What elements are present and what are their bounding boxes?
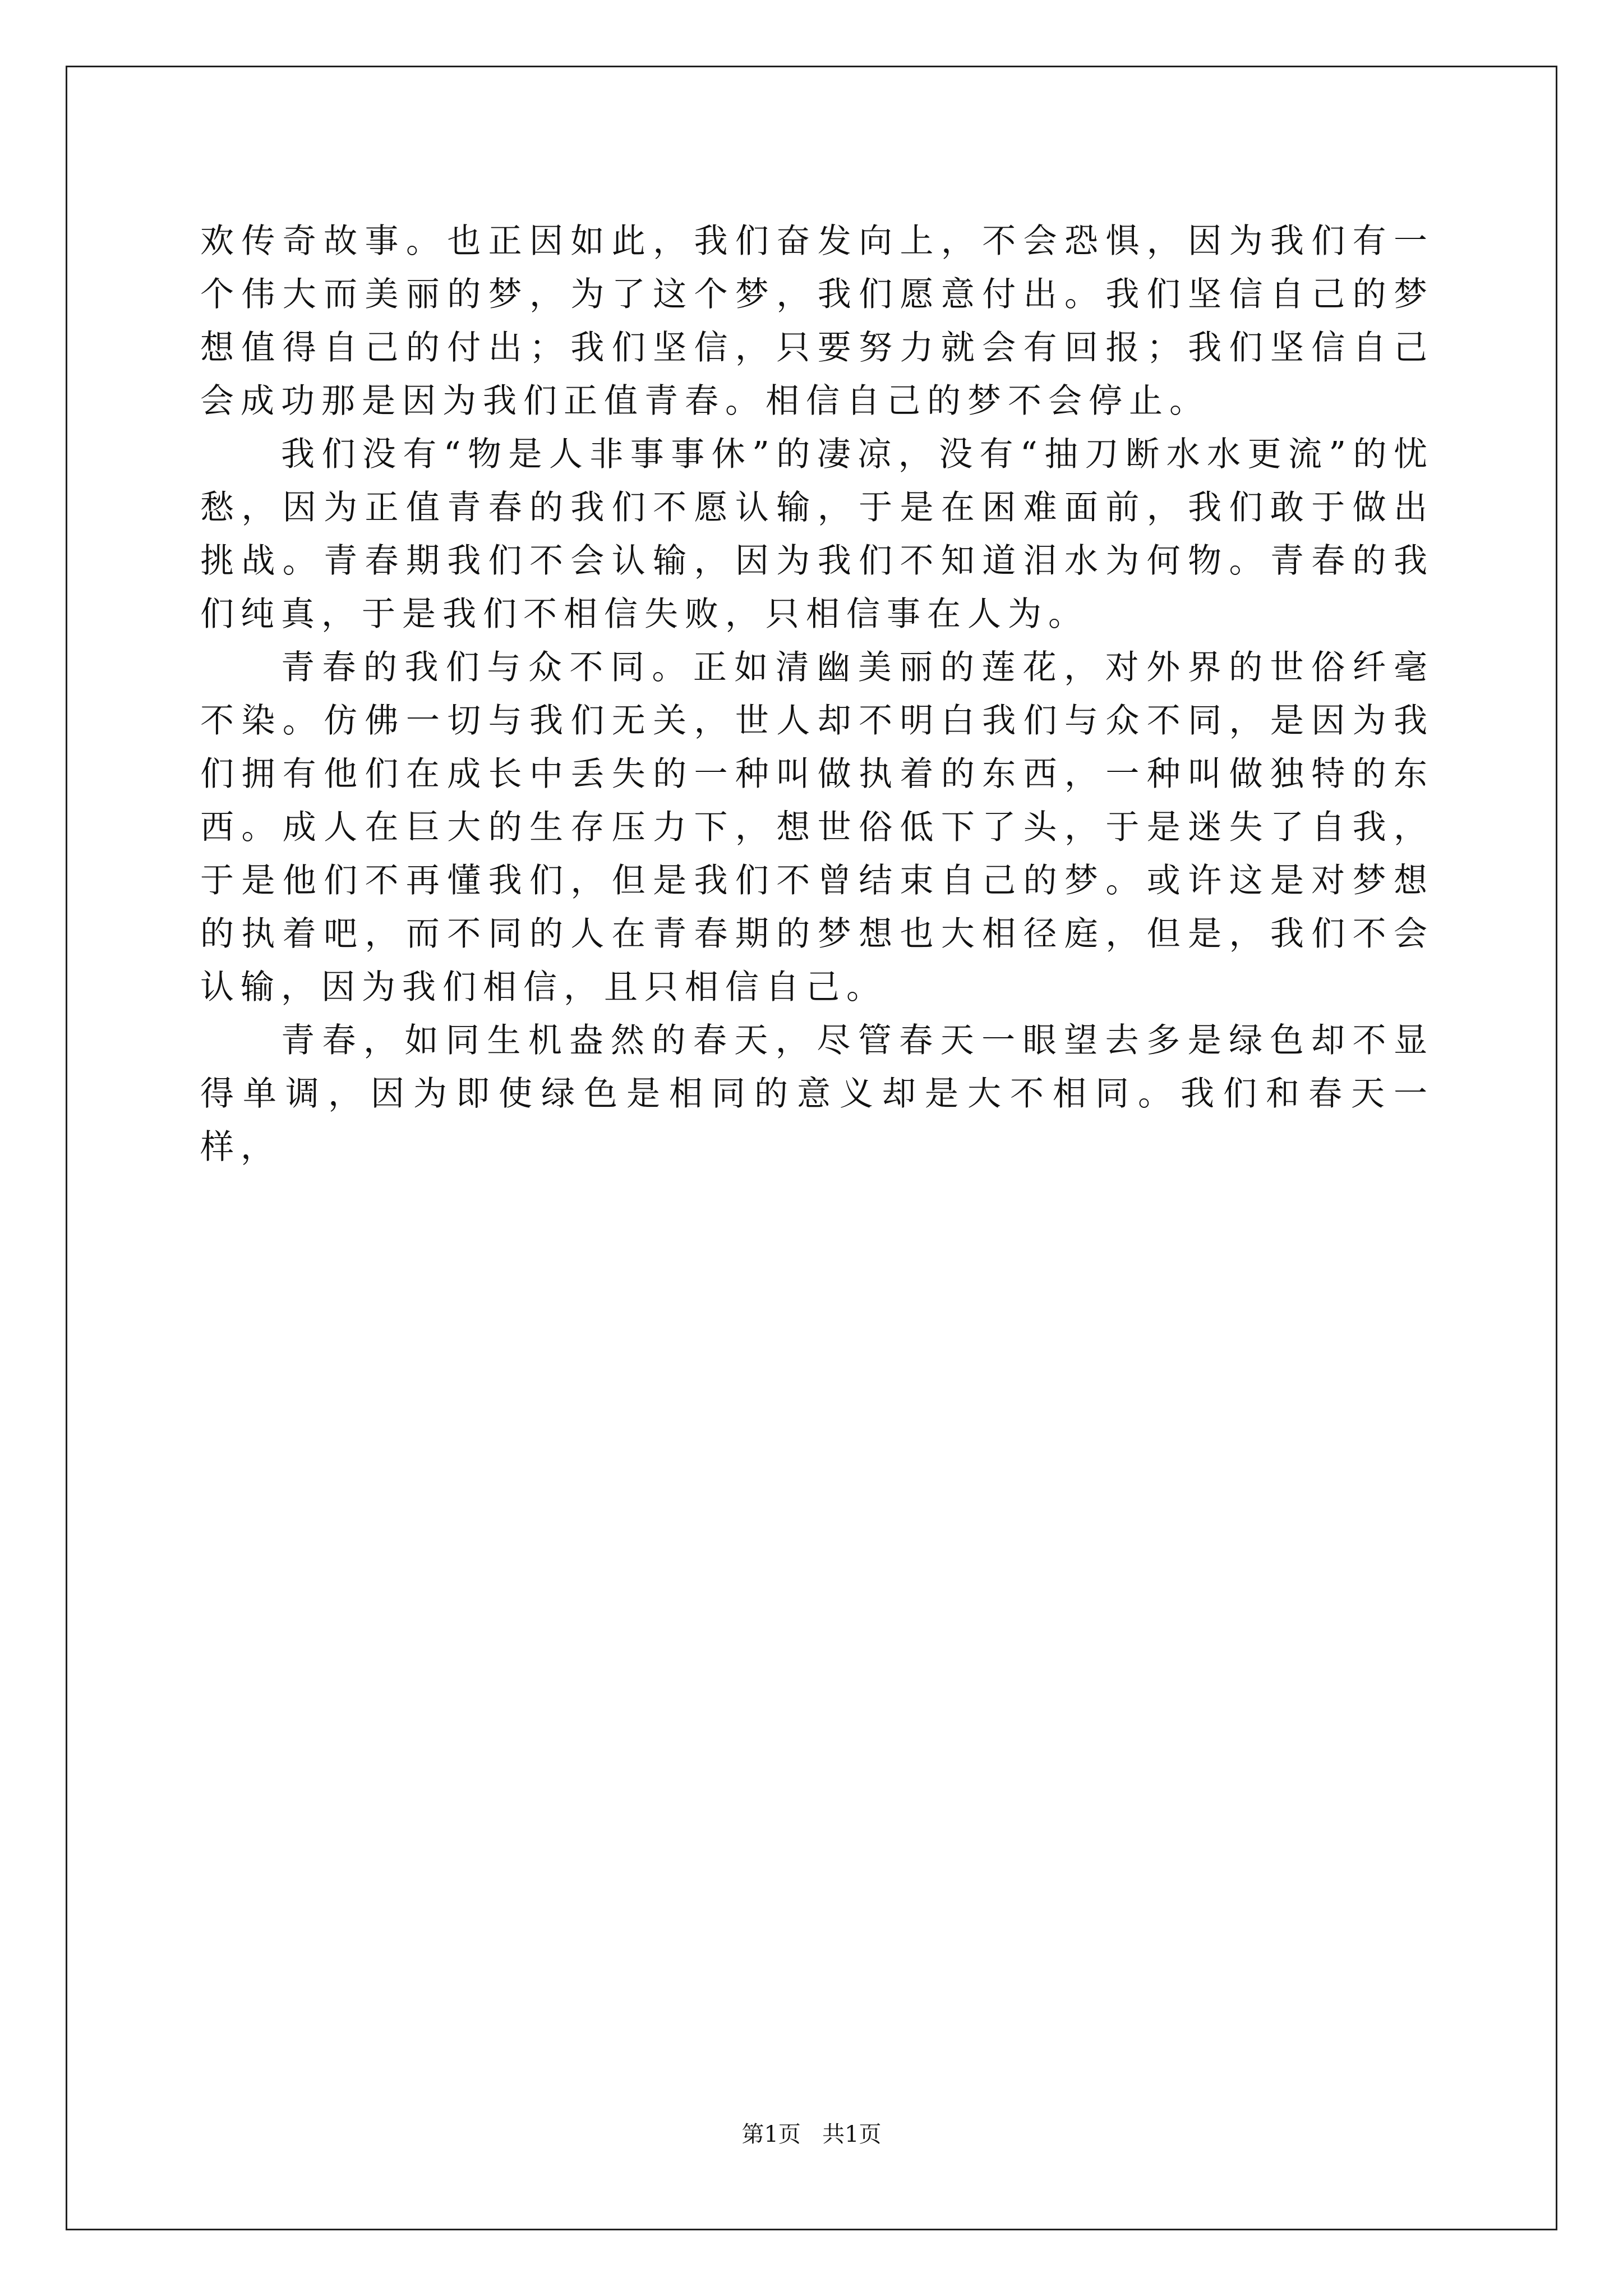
paragraph-3: 青春的我们与众不同。正如清幽美丽的莲花，对外界的世俗纤毫不染。仿佛一切与我们无关，世人却不明白我们与众不同，是因为我们拥有他们在成长中丢失的一种叫做执着的东西，一种叫做独特的东西。成人在巨大的生存压力下，想世俗低下了头，于是迷失了自我，于是他们不再懂我们，但是我们不曾结束自己的梦。或许这是对梦想的执着吧，而不同的人在青春期的梦想也大相径庭，但是，我们不会认输，因为我们相信，且只相信自己。 [200,648,1434,1007]
paragraph-1: 欢传奇故事。也正因如此，我们奋发向上，不会恐惧，因为我们有一个伟大而美丽的梦，为了这个梦，我们愿意付出。我们坚信自己的梦想值得自己的付出；我们坚信，只要努力就会有回报；我们坚信自己会成功那是因为我们正值青春。相信自己的梦不会停止。 [200,222,1434,421]
page-footer [0,2120,1623,2148]
page-number-current: 第1页 [741,2122,801,2147]
paragraph-4: 青春，如同生机盎然的春天，尽管春天一眼望去多是绿色却不显得单调，因为即使绿色是相同的意义却是大不相同。我们和春天一样， [200,1021,1434,1167]
footer-spacer [801,2122,822,2147]
document-body [200,215,1434,2010]
page-number-total: 共1页 [822,2122,882,2147]
paragraph-2: 我们没有“物是人非事事休”的凄凉，没有“抽刀断水水更流”的忧愁，因为正值青春的我们不愿认输，于是在困难面前，我们敢于做出挑战。青春期我们不会认输，因为我们不知道泪水为何物。青春的我们纯真，于是我们不相信失败，只相信事在人为。 [200,435,1434,634]
